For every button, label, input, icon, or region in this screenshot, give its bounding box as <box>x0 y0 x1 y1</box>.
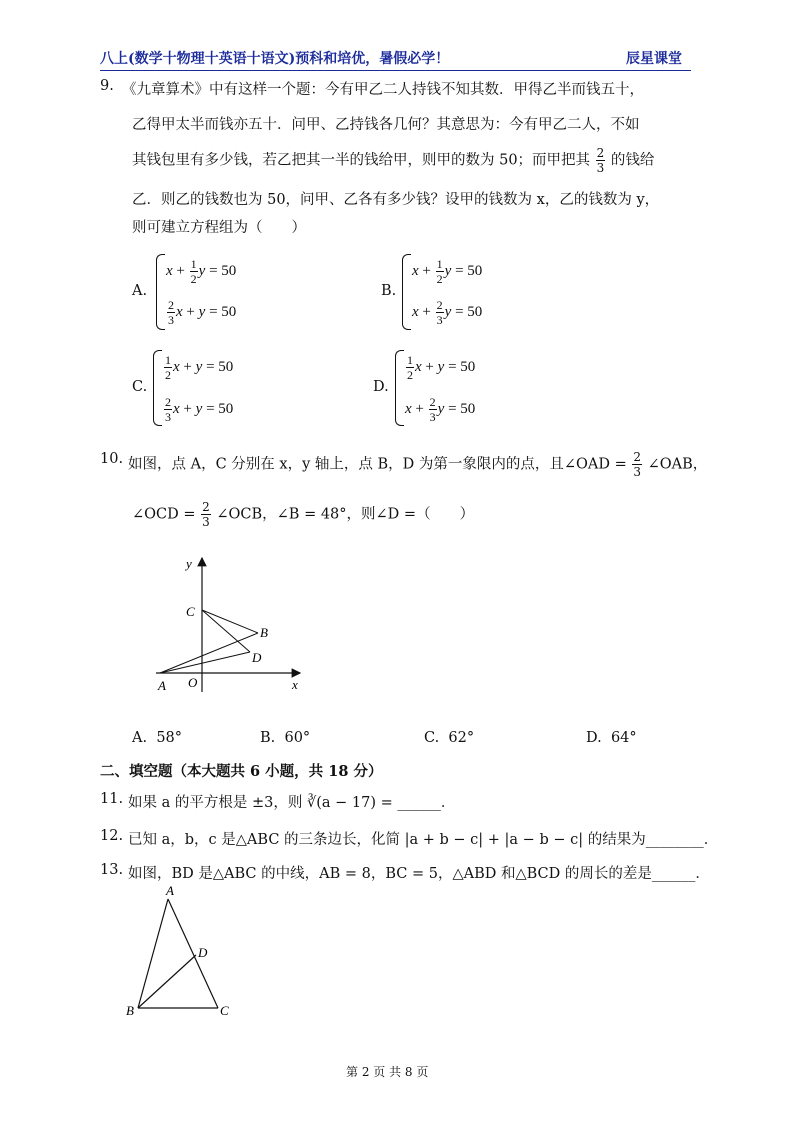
q9-option-a-eq2: $\frac{2}{3}$ x + y = 50 <box>168 298 237 327</box>
q12-number: 12. <box>100 828 124 844</box>
q10-label-a: A <box>158 678 166 693</box>
q9-line4: 乙．则乙的钱数也为 50，问甲、乙各有多少钱？设甲的钱数为 x，乙的钱数为 y， <box>132 192 660 208</box>
q9-option-b-eq2: x + $\frac{2}{3}$ y = 50 <box>412 298 483 327</box>
q11-text <box>128 791 455 812</box>
q10-segment-cb <box>202 610 258 633</box>
q13-label-a: A <box>166 885 174 898</box>
q10-line1 <box>128 451 707 478</box>
q9-option-a-label[interactable]: A. <box>132 283 148 299</box>
header-title: 八上(数学十物理十英语十语文)预科和培优，暑假必学！ <box>100 51 450 67</box>
q13-figure <box>120 885 240 1020</box>
q9-option-d-label[interactable]: D. <box>373 379 389 395</box>
q10-label-b: B <box>260 625 268 640</box>
q9-line1: 《九章算术》中有这样一个题：今有甲乙二人持钱不知其数．甲得乙半而钱五十， <box>122 82 644 98</box>
q10-line2-text: ∠OCD = <box>132 506 196 523</box>
q13-label-c: C <box>220 1003 229 1018</box>
q13-segment-ac <box>168 899 218 1008</box>
q13-segment-bd <box>138 955 196 1008</box>
q9-option-d-brace <box>395 350 404 426</box>
q10-label-o: O <box>188 675 198 690</box>
q9-line5: 则可建立方程组为（ ） <box>132 220 306 236</box>
q9-option-d-eq2: x + $\frac{2}{3}$ y = 50 <box>405 395 476 424</box>
q10-option-c[interactable]: C. 62° <box>424 730 475 746</box>
q13-label-d: D <box>198 945 208 960</box>
q10-option-b[interactable]: B. 60° <box>260 730 311 746</box>
q9-option-b-label[interactable]: B. <box>381 283 397 299</box>
q13-number: 13. <box>100 862 124 878</box>
q10-option-d[interactable]: D. 64° <box>586 730 637 746</box>
section2-title: 二、填空题（本大题共 6 小题，共 18 分） <box>100 763 383 780</box>
q9-number: 9. <box>100 78 114 94</box>
q11-number: 11. <box>100 791 124 807</box>
q10-line1-text: 如图，点 A，C 分别在 x，y 轴上，点 B，D 为第一象限内的点，且∠OAD = <box>128 456 627 473</box>
q10-label-y: y <box>186 556 192 571</box>
q11-text-b: = ______． <box>380 795 456 811</box>
q9-option-c-label[interactable]: C. <box>132 379 148 395</box>
q10-label-c: C <box>186 604 195 619</box>
q9-line3-text: 其钱包里有多少钱，若乙把其一半的钱给甲，则甲的数为 50；而甲把其 <box>132 152 591 169</box>
q10-fraction-2: $\frac{2}{3}$ <box>202 500 210 529</box>
q11-text-a: 如果 a 的平方根是 ±3，则 <box>128 795 303 811</box>
q9-line3-tail: 的钱给 <box>610 152 655 169</box>
q10-figure <box>150 552 310 697</box>
q12-text: 已知 a，b，c 是△ABC 的三条边长，化简 |a + b − c| + |a − b − c| 的结果为________． <box>128 832 719 848</box>
header-divider <box>100 70 691 71</box>
q10-line2-tail: ∠OCB，∠B = 48°，则∠D =（ ） <box>216 506 475 523</box>
q9-option-c-eq1: $\frac{1}{2}$ x + y = 50 <box>165 353 234 382</box>
q11-radical: ∛(a − 17) <box>306 795 376 811</box>
q10-option-a[interactable]: A. 58° <box>132 730 183 746</box>
header-brand: 辰星课堂 <box>626 51 682 67</box>
q9-option-b-brace <box>402 254 411 330</box>
q13-text: 如图，BD 是△ABC 的中线，AB = 8，BC = 5，△ABD 和△BCD 的周长的差是______． <box>128 866 710 882</box>
q10-fraction-1: $\frac{2}{3}$ <box>633 450 642 479</box>
q10-line2 <box>132 501 474 528</box>
page-footer: 第 2 页 共 8 页 <box>346 1065 429 1079</box>
q9-option-b-eq1: x + $\frac{1}{2}$ y = 50 <box>412 257 483 286</box>
q10-number: 10. <box>100 451 124 467</box>
q9-option-c-eq2: $\frac{2}{3}$ x + y = 50 <box>165 395 234 424</box>
q9-line2: 乙得甲太半而钱亦五十．问甲、乙持钱各几何？其意思为：今有甲乙二人，不如 <box>132 117 640 133</box>
q9-fraction-two-thirds: $\frac{2}{3}$ <box>596 146 605 175</box>
q13-label-b: B <box>126 1003 134 1018</box>
q9-option-a-eq1: x + $\frac{1}{2}$ y = 50 <box>166 257 237 286</box>
q9-option-d-eq1: $\frac{1}{2}$ x + y = 50 <box>407 353 476 382</box>
q9-line3 <box>132 147 654 174</box>
q13-segment-ab <box>138 899 168 1008</box>
q10-label-d: D <box>252 650 262 665</box>
q9-option-c-brace <box>153 350 162 426</box>
q10-segment-ab <box>160 633 258 673</box>
q9-option-a-brace <box>156 254 165 330</box>
q10-line1-tail: ∠OAB， <box>647 456 708 473</box>
q10-label-x: x <box>292 677 298 692</box>
